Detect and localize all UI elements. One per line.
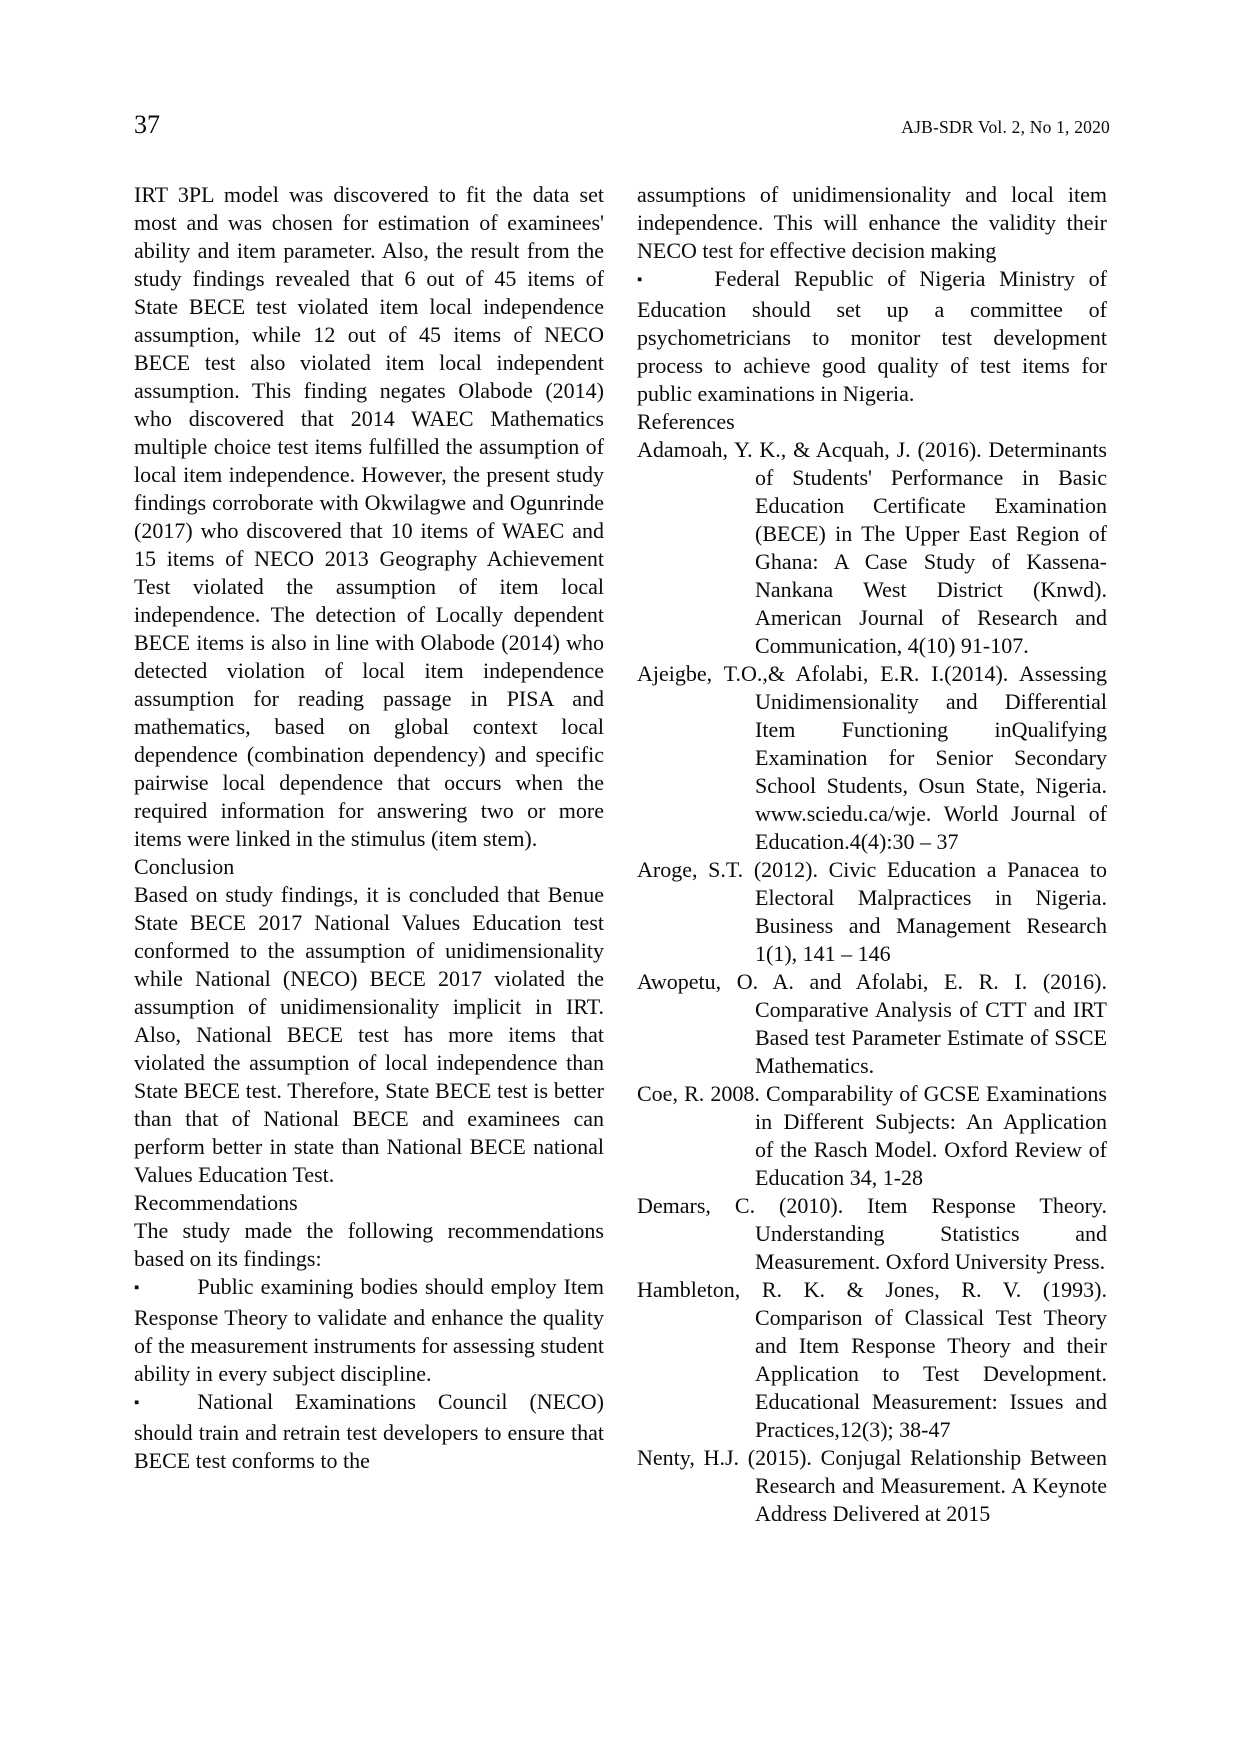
reference-entry: Demars, C. (2010). Item Response Theory. Understanding Statistics and Measurement. Oxford University Press. [637,1193,1107,1274]
reference-entry: Aroge, S.T. (2012). Civic Education a Panacea to Electoral Malpractices in Nigeria. Business and Management Research 1(1), 141 – 146 [637,857,1107,966]
discussion-paragraph: IRT 3PL model was discovered to fit the data set most and was chosen for estimation of examinees' ability and item parameter. Also, the result from the study findings revealed that 6 out of 45 items of State BECE test violated item local independence assumption, while 12 out of 45 items of NECO BECE test also violated item local independent assumption. This finding negates Olabode (2014) who discovered that 2014 WAEC Mathematics multiple choice test items fulfilled the assumption of local item independence. However, the present study findings corroborate with Okwilagwe and Ogunrinde (2017) who discovered that 10 items of WAEC and 15 items of NECO 2013 Geography Achievement Test violated the assumption of item local independence. The detection of Locally dependent BECE items is also in line with Olabode (2014) who detected violation of local item independence assumption for reading passage in PISA and mathematics, based on global context local dependence (combination dependency) and specific pairwise local dependence that occurs when the required information for answering two or more items were linked in the stimulus (item stem). [134,182,604,851]
recommendation-text: National Examinations Council (NECO) should train and retrain test developers to ensure that BECE test conforms to the [134,1389,604,1473]
right-column [637,181,1107,1528]
square-bullet-icon: ▪ [134,1280,140,1296]
page-number: 37 [134,110,160,139]
conclusion-heading: Conclusion [134,854,235,879]
recommendation-text: Public examining bodies should employ Item Response Theory to validate and enhance the quality of the measurement instruments for assessing student ability in every subject discipline. [134,1274,604,1386]
recommendation-item [637,265,1107,408]
square-bullet-icon: ▪ [134,1395,140,1411]
page-header [134,110,1110,140]
recommendation-continuation: assumptions of unidimensionality and local item independence. This will enhance the validity their NECO test for effective decision making [637,182,1107,263]
conclusion-paragraph: Based on study findings, it is concluded that Benue State BECE 2017 National Values Education test conformed to the assumption of unidimensionality while National (NECO) BECE 2017 violated the assumption of unidimensionality implicit in IRT. Also, National BECE test has more items that violated the assumption of local independence than State BECE test. Therefore, State BECE test is better than that of National BECE and examinees can perform better in state than National BECE national Values Education Test. [134,882,604,1187]
square-bullet-icon: ▪ [637,272,643,288]
reference-entry: Coe, R. 2008. Comparability of GCSE Examinations in Different Subjects: An Application of the Rasch Model. Oxford Review of Education 34, 1-28 [637,1081,1107,1190]
reference-entry: Nenty, H.J. (2015). Conjugal Relationship Between Research and Measurement. A Keynote Address Delivered at 2015 [637,1445,1107,1526]
recommendations-intro: The study made the following recommendations based on its findings: [134,1218,604,1271]
references-heading: References [637,409,735,434]
recommendation-item [134,1273,604,1388]
journal-volume-header: AJB-SDR Vol. 2, No 1, 2020 [901,117,1110,137]
reference-entry: Awopetu, O. A. and Afolabi, E. R. I. (2016). Comparative Analysis of CTT and IRT Based test Parameter Estimate of SSCE Mathematics. [637,969,1107,1078]
reference-entry: Ajeigbe, T.O.,& Afolabi, E.R. I.(2014). Assessing Unidimensionality and Differential Item Functioning inQualifying Examination for Senior Secondary School Students, Osun State, Nigeria. www.sciedu.ca/wje. World Journal of Education.4(4):30 – 37 [637,661,1107,854]
recommendation-text: Federal Republic of Nigeria Ministry of Education should set up a committee of psychometricians to monitor test development process to achieve good quality of test items for public examinations in Nigeria. [637,266,1107,406]
reference-entry: Hambleton, R. K. & Jones, R. V. (1993). Comparison of Classical Test Theory and Item Response Theory and their Application to Test Development. Educational Measurement: Issues and Practices,12(3); 38-47 [637,1277,1107,1442]
reference-entry: Adamoah, Y. K., & Acquah, J. (2016). Determinants of Students' Performance in Basic Education Certificate Examination (BECE) in The Upper East Region of Ghana: A Case Study of Kassena-Nankana West District (Knwd). American Journal of Research and Communication, 4(10) 91-107. [637,437,1107,658]
left-column [134,181,604,1475]
recommendation-item [134,1388,604,1475]
recommendations-heading: Recommendations [134,1190,298,1215]
